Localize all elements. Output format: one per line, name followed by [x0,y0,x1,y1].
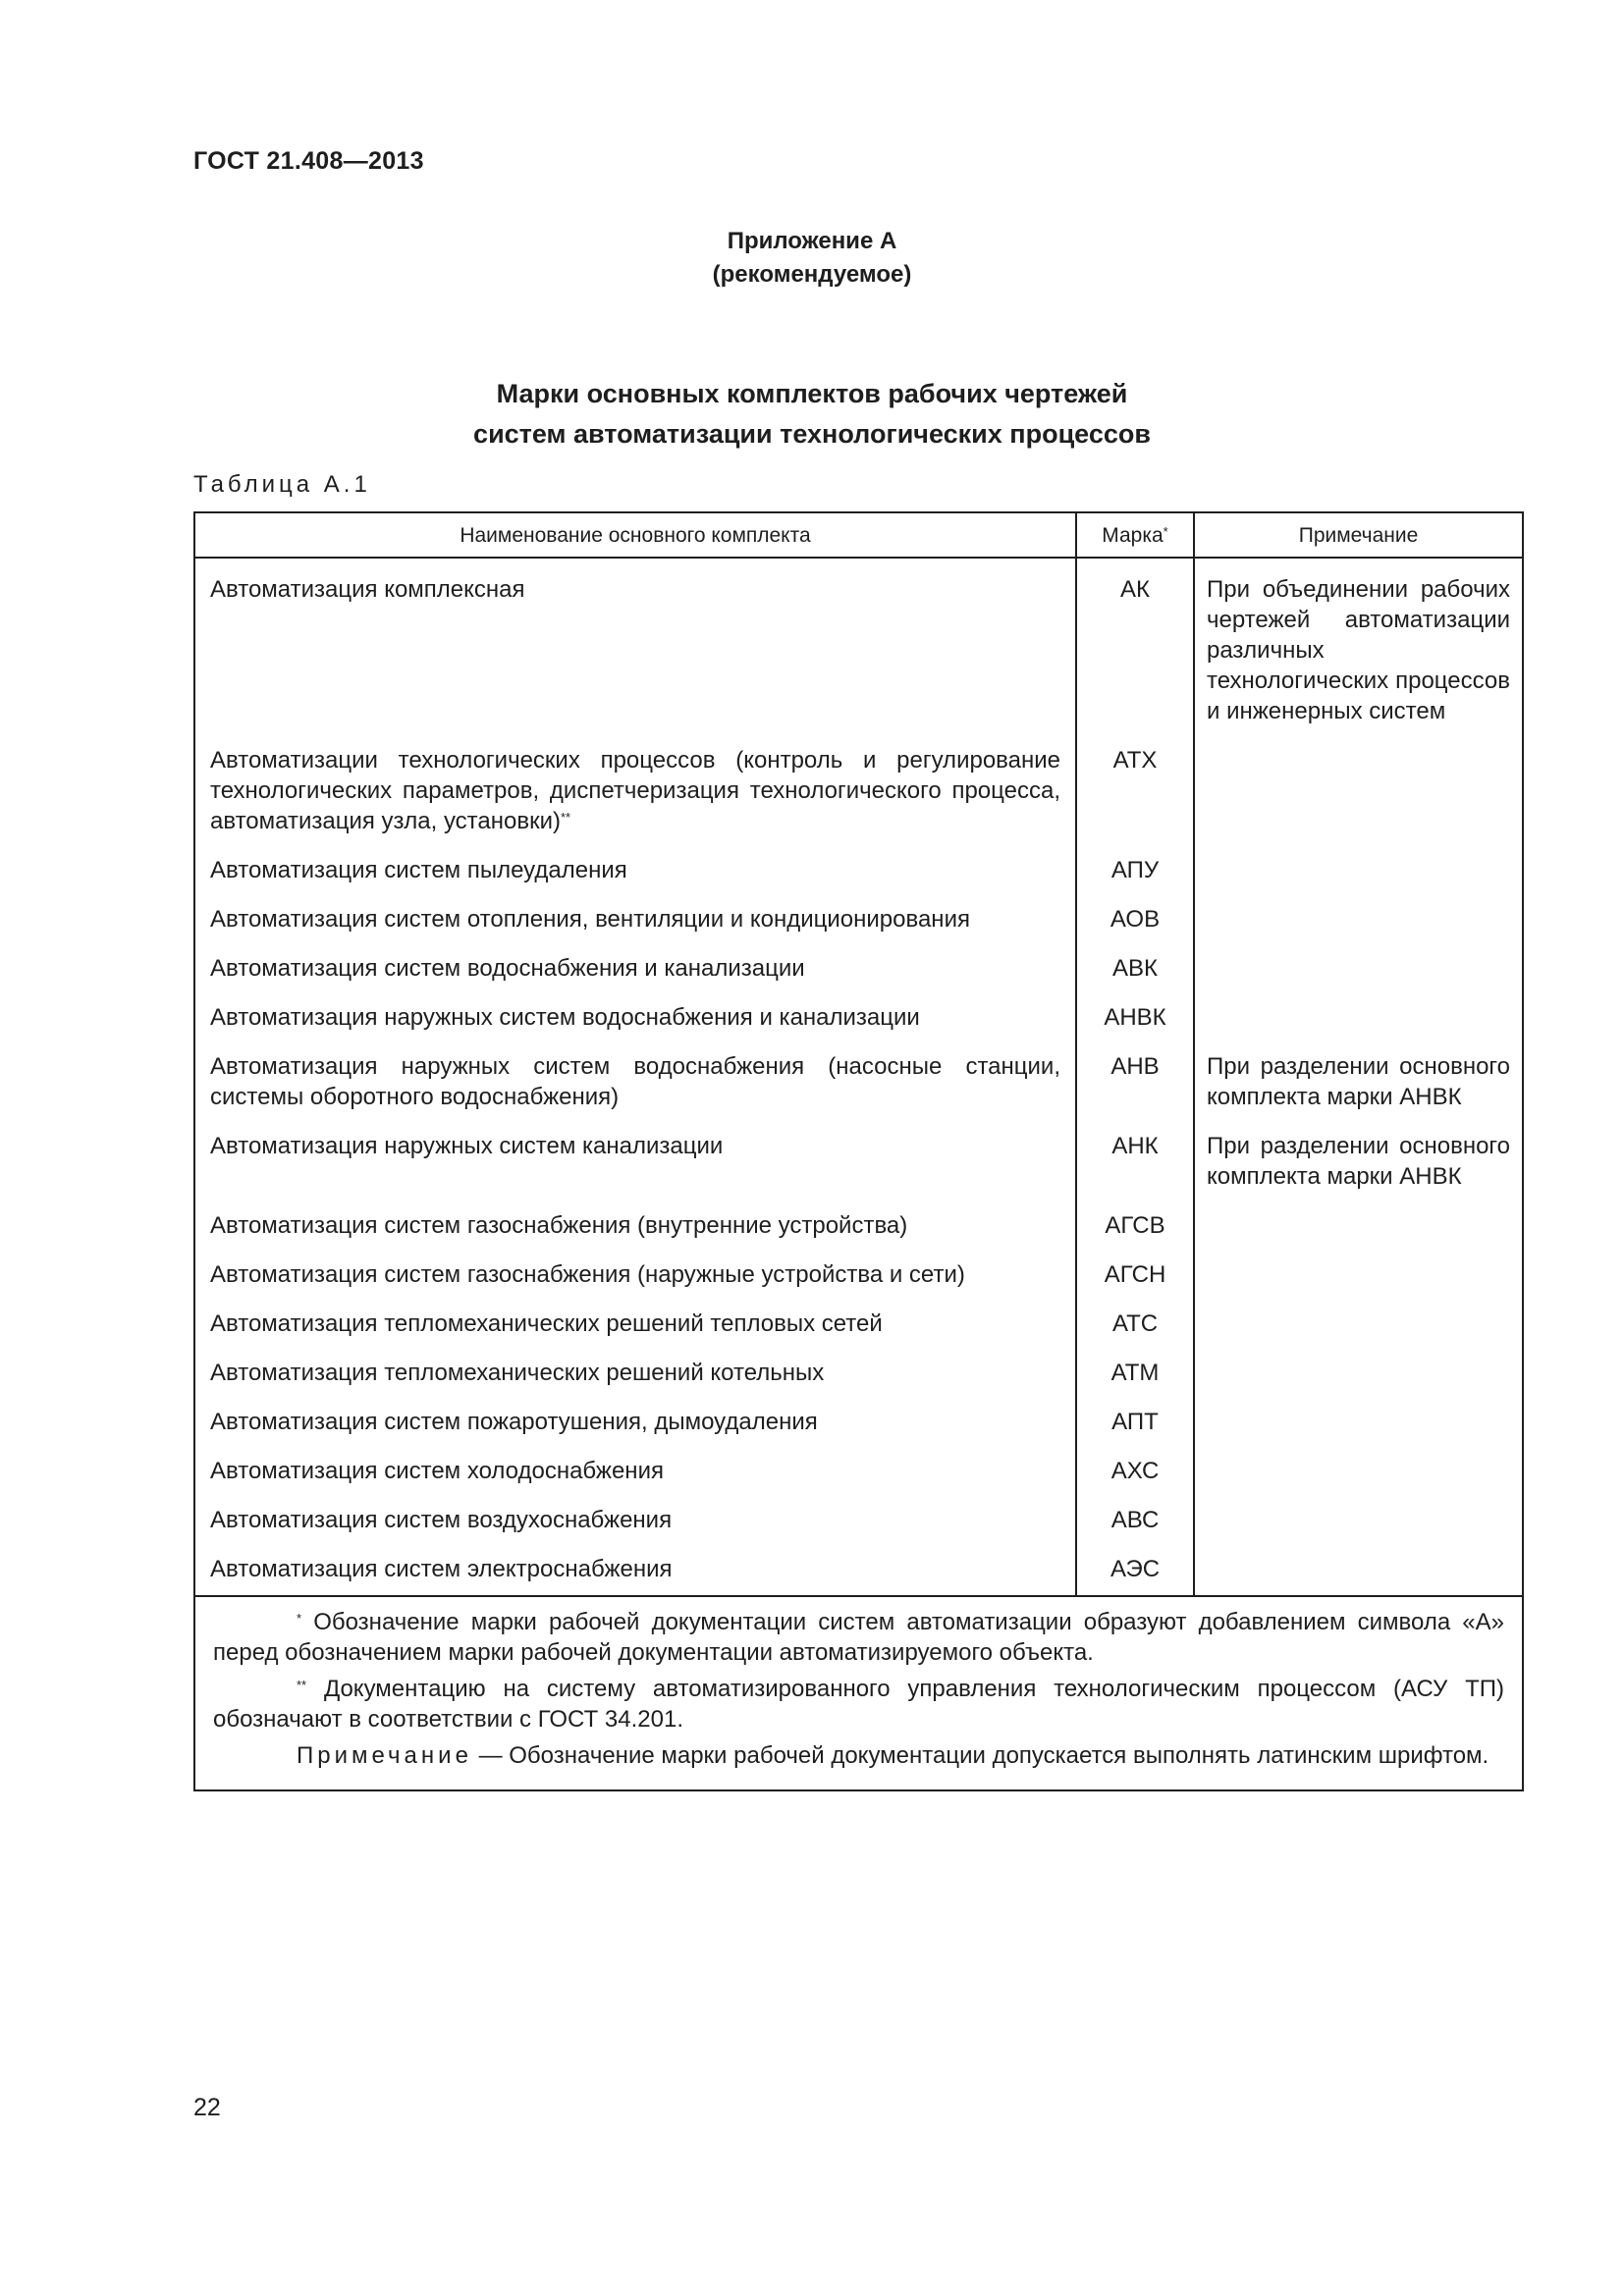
footnote-2: ** Документацию на систему автоматизированного управления технологическим процессом (АСУ ТП) обозначают в соответствии с ГОСТ 34.201. [213,1676,1505,1733]
table-row [194,1199,1523,1248]
cell-mark: АТХ [1076,733,1194,843]
appendix-heading [0,225,1624,292]
table-row [194,1542,1523,1596]
cell-note: При разделении основного комплекта марки АНВК [1194,1119,1523,1199]
marks-table-container [193,511,1522,1791]
cell-mark: АК [1076,558,1194,733]
column-header-note: Примечание [1194,512,1523,558]
cell-note [1194,843,1523,892]
cell-note: При разделении основного комплекта марки АНВК [1194,1040,1523,1119]
cell-note: При объединении рабочих чертежей автоматизации различных технологических процессов и инженерных систем [1194,558,1523,733]
table-row [194,1444,1523,1493]
cell-note [1194,1248,1523,1297]
table-row [194,733,1523,843]
cell-name: Автоматизация комплексная [194,558,1076,733]
table-body [194,558,1523,1596]
cell-name: Автоматизации технологических процессов (контроль и регулирование технологических параметров, диспетчеризация технологического процесса, автоматизация узла, установки)** [194,733,1076,843]
table-row [194,1493,1523,1542]
footnote-marker: ** [561,810,571,825]
table-row [194,558,1523,733]
cell-note [1194,1542,1523,1596]
table-row [194,1346,1523,1395]
cell-name: Автоматизация систем электроснабжения [194,1542,1076,1596]
cell-mark: АПТ [1076,1395,1194,1444]
cell-name: Автоматизация систем пожаротушения, дымоудаления [194,1395,1076,1444]
table-row [194,1119,1523,1199]
cell-mark: АГСН [1076,1248,1194,1297]
table-header-row [194,512,1523,558]
standard-header: ГОСТ 21.408—2013 [193,147,424,175]
cell-note [1194,941,1523,990]
cell-mark: АНВ [1076,1040,1194,1119]
cell-name: Автоматизация наружных систем водоснабжения и канализации [194,990,1076,1040]
table-row [194,1297,1523,1346]
cell-name: Автоматизация систем пылеудаления [194,843,1076,892]
cell-mark: АОВ [1076,892,1194,941]
appendix-title: Приложение А [727,228,897,254]
cell-name: Автоматизация систем газоснабжения (наружные устройства и сети) [194,1248,1076,1297]
document-title [0,374,1624,454]
header-footnote-marker: * [1163,523,1168,539]
column-header-name: Наименование основного комплекта [194,512,1076,558]
footnote-1: * Обозначение марки рабочей документации систем автоматизации образуют добавлением символа «А» перед обозначением марки рабочей документации автоматизируемого объекта. [213,1609,1505,1666]
cell-name: Автоматизация систем отопления, вентиляции и кондиционирования [194,892,1076,941]
cell-mark: АВК [1076,941,1194,990]
appendix-status: (рекомендуемое) [712,261,912,288]
table-row [194,1248,1523,1297]
cell-mark: АГСВ [1076,1199,1194,1248]
cell-mark: АЭС [1076,1542,1194,1596]
table-row [194,941,1523,990]
cell-mark: АТС [1076,1297,1194,1346]
cell-mark: АНВК [1076,990,1194,1040]
cell-note [1194,892,1523,941]
marks-table [193,511,1524,1791]
cell-mark: АВС [1076,1493,1194,1542]
cell-note [1194,990,1523,1040]
cell-mark: АТМ [1076,1346,1194,1395]
table-footnotes [194,1596,1523,1790]
cell-note [1194,733,1523,843]
cell-mark: АХС [1076,1444,1194,1493]
cell-note [1194,1297,1523,1346]
table-caption: Таблица А.1 [193,471,371,498]
table-note: Примечание — Обозначение марки рабочей документации допускается выполнять латинским шрифтом. [297,1742,1489,1769]
cell-name: Автоматизация систем холодоснабжения [194,1444,1076,1493]
cell-name: Автоматизация систем водоснабжения и канализации [194,941,1076,990]
table-row [194,1395,1523,1444]
cell-note [1194,1199,1523,1248]
column-header-mark: Марка* [1076,512,1194,558]
cell-mark: АПУ [1076,843,1194,892]
cell-note [1194,1493,1523,1542]
table-row [194,843,1523,892]
cell-name: Автоматизация наружных систем водоснабжения (насосные станции, системы оборотного водоснабжения) [194,1040,1076,1119]
cell-name: Автоматизация тепломеханических решений котельных [194,1346,1076,1395]
page-number: 22 [193,2094,221,2121]
cell-name: Автоматизация тепломеханических решений тепловых сетей [194,1297,1076,1346]
cell-name: Автоматизация систем воздухоснабжения [194,1493,1076,1542]
cell-note [1194,1395,1523,1444]
cell-note [1194,1346,1523,1395]
table-row [194,892,1523,941]
table-row [194,990,1523,1040]
cell-name: Автоматизация систем газоснабжения (внутренние устройства) [194,1199,1076,1248]
cell-name: Автоматизация наружных систем канализации [194,1119,1076,1199]
document-title-line-1: Марки основных комплектов рабочих чертежей [496,379,1128,408]
table-row [194,1040,1523,1119]
cell-note [1194,1444,1523,1493]
table-footnotes-row [194,1596,1523,1790]
document-title-line-2: систем автоматизации технологических процессов [473,419,1151,449]
cell-mark: АНК [1076,1119,1194,1199]
